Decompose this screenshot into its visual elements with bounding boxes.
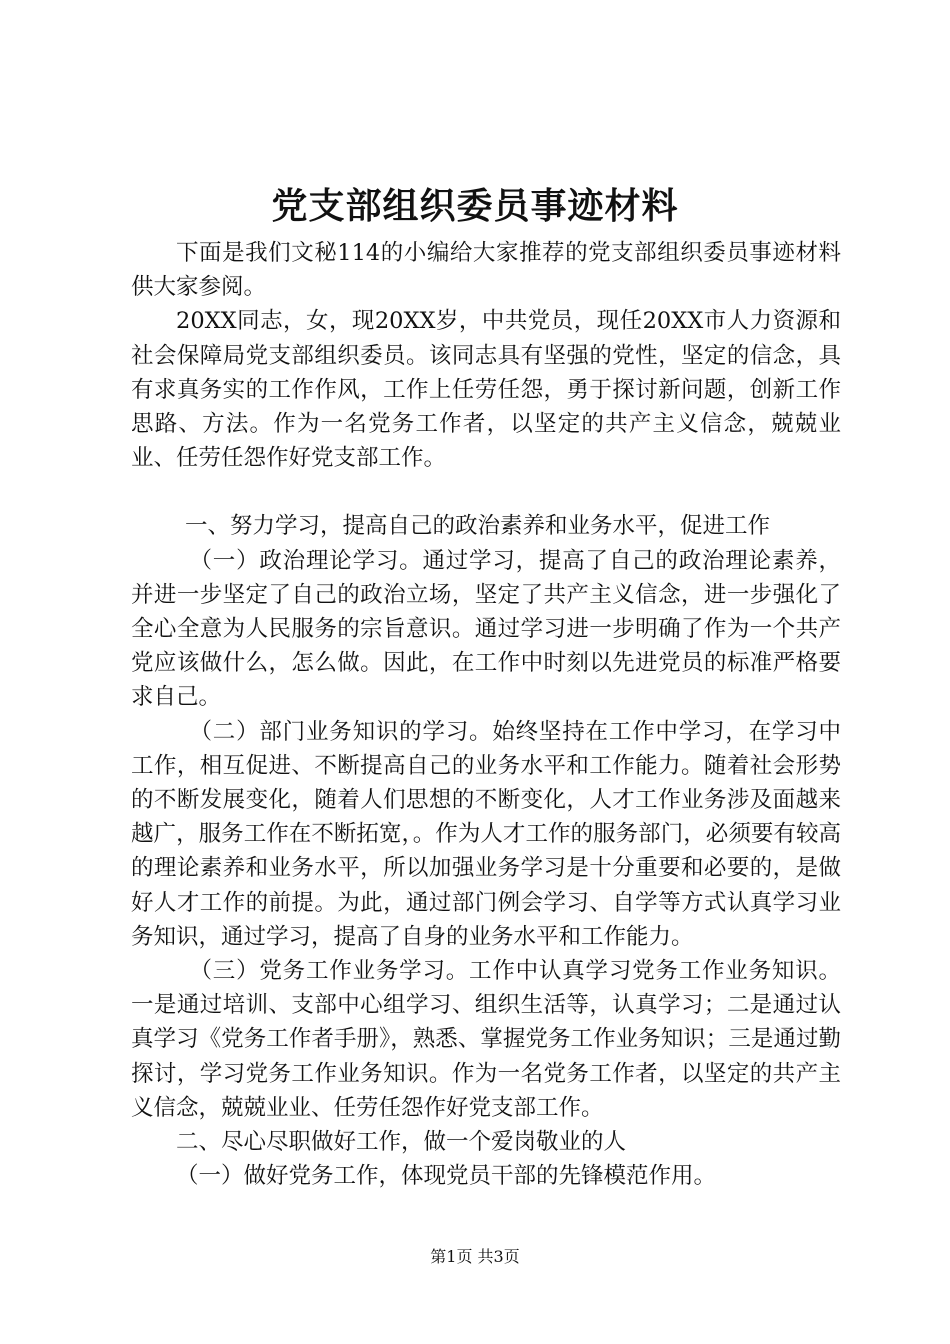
intro-paragraph: 下面是我们文秘114的小编给大家推荐的党支部组织委员事迹材料供大家参阅。: [131, 240, 841, 301]
profile-paragraph: 20XX同志，女，现20XX岁，中共党员，现任20XX市人力资源和社会保障局党支部组织委员。该同志具有坚强的党性，坚定的信念，具有求真务实的工作作风，工作上任劳任怨，勇于探讨新问题，创新工作思路、方法。作为一名党务工作者，以坚定的共产主义信念，兢兢业业、任劳任怨作好党支部工作。: [131, 308, 841, 472]
page-footer: 第1页 共3页: [430, 1247, 520, 1266]
subsection-2-paragraph: （二）部门业务知识的学习。始终坚持在工作中学习，在学习中工作，相互促进、不断提高自己的业务水平和工作能力。随着社会形势的不断发展变化，随着人们思想的不断变化，人才工作业务涉及面越来越广，服务工作在不断拓宽，。作为人才工作的服务部门，必须要有较高的理论素养和业务水平，所以加强业务学习是十分重要和必要的，是做好人才工作的前提。为此，通过部门例会学习、自学等方式认真学习业务知识，通过学习，提高了自身的业务水平和工作能力。: [131, 718, 841, 950]
subsection-1-paragraph: （一）政治理论学习。通过学习，提高了自己的政治理论素养，并进一步坚定了自己的政治立场，坚定了共产主义信念，进一步强化了全心全意为人民服务的宗旨意识。通过学习进一步明确了作为一个共产党应该做什么，怎么做。因此，在工作中时刻以先进党员的标准严格要求自己。: [131, 547, 841, 711]
document-title: 党支部组织委员事迹材料: [271, 185, 679, 227]
section-heading-2: 二、尽心尽职做好工作，做一个爱岗敬业的人: [176, 1129, 627, 1156]
subsection-2-1-paragraph: （一）做好党务工作，体现党员干部的先锋模范作用。: [176, 1163, 717, 1190]
document-body: [131, 236, 841, 1193]
section-heading-1: 一、努力学习，提高自己的政治素养和业务水平，促进工作: [185, 513, 771, 540]
subsection-3-paragraph: （三）党务工作业务学习。工作中认真学习党务工作业务知识。一是通过培训、支部中心组学习、组织生活等，认真学习；二是通过认真学习《党务工作者手册》，熟悉、掌握党务工作业务知识；三是通过勤探讨，学习党务工作业务知识。作为一名党务工作者，以坚定的共产主义信念，兢兢业业、任劳任怨作好党支部工作。: [131, 958, 841, 1121]
